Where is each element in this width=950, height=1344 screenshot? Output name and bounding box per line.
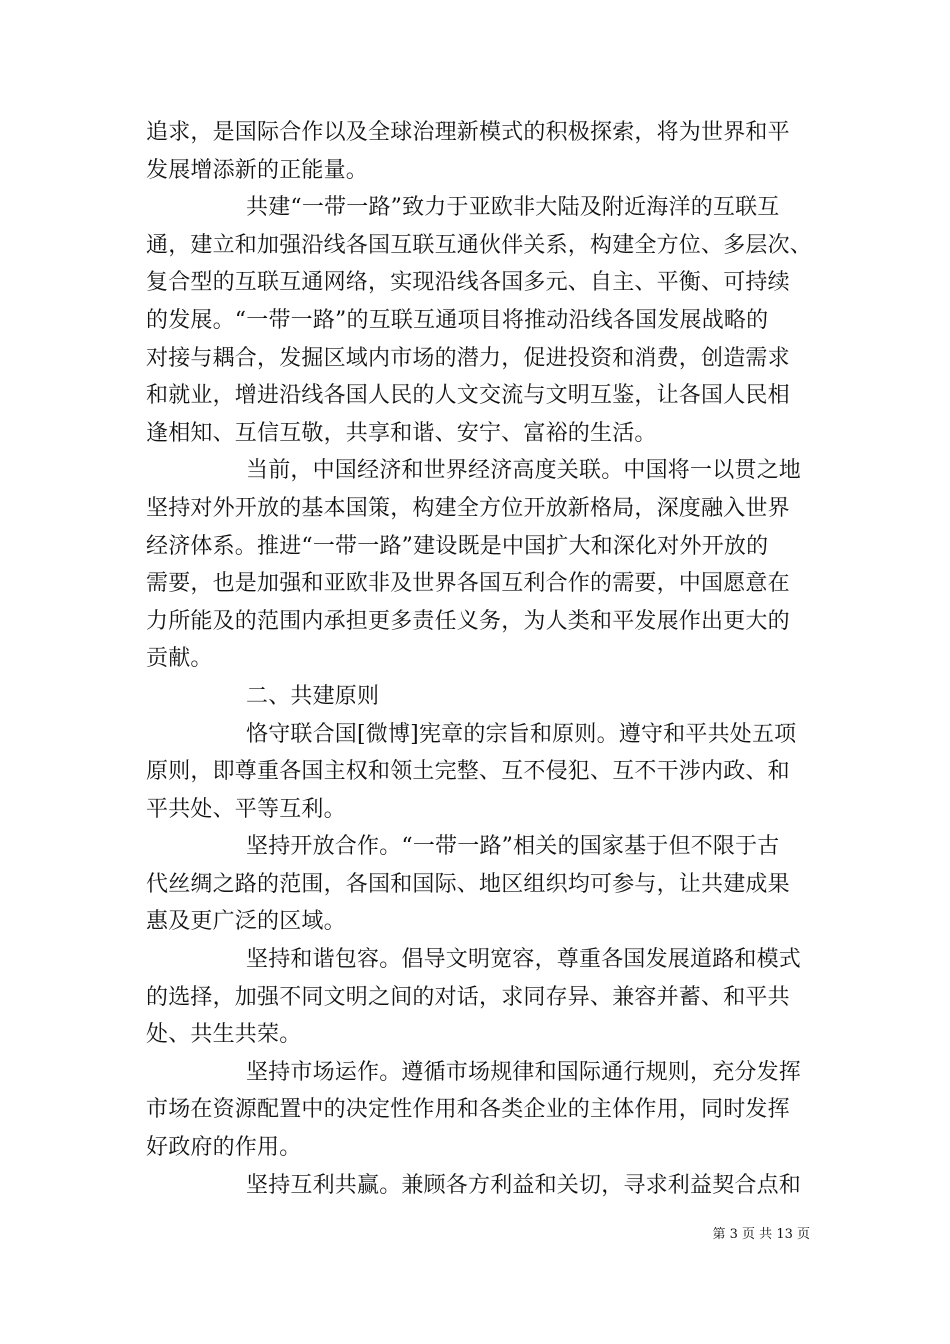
text-line: 市场在资源配置中的决定性作用和各类企业的主体作用，同时发挥 [146,1097,790,1123]
text-line: 发展增添新的正能量。 [146,157,369,183]
text-line: 代丝绸之路的范围，各国和国际、地区组织均可参与，让共建成果 [146,871,790,897]
paragraph-start-line: 坚持和谐包容。倡导文明宽容，尊重各国发展道路和模式 [246,947,802,973]
text-line: 对接与耦合，发掘区域内市场的潜力，促进投资和消费，创造需求 [146,345,790,371]
text-line: 的选择，加强不同文明之间的对话，求同存异、兼容并蓄、和平共 [146,984,790,1010]
text-line: 力所能及的范围内承担更多责任义务，为人类和平发展作出更大的 [146,608,790,634]
paragraph-start-line: 恪守联合国[微博]宪章的宗旨和原则。遵守和平共处五项 [246,721,797,747]
paragraph-start-line: 坚持互利共赢。兼顾各方利益和关切，寻求利益契合点和 [246,1172,802,1198]
paragraph-start-line: 坚持市场运作。遵循市场规律和国际通行规则，充分发挥 [246,1059,802,1085]
text-line: 需要，也是加强和亚欧非及世界各国互利合作的需要，中国愿意在 [146,571,790,597]
text-line: 惠及更广泛的区域。 [146,909,346,935]
text-line: 处、共生共荣。 [146,1022,302,1048]
text-line: 追求，是国际合作以及全球治理新模式的积极探索，将为世界和平 [146,120,790,145]
text-line: 坚持对外开放的基本国策，构建全方位开放新格局，深度融入世界 [146,495,790,521]
text-line: 的发展。“一带一路”的互联互通项目将推动沿线各国发展战略的 [146,307,769,333]
text-line: 贡献。 [146,646,213,672]
document-body [146,114,813,1204]
paragraph-start-line: 当前，中国经济和世界经济高度关联。中国将一以贯之地 [246,458,802,484]
text-line: 和就业，增进沿线各国人民的人文交流与文明互鉴，让各国人民相 [146,383,790,409]
text-line: 经济体系。推进“一带一路”建设既是中国扩大和深化对外开放的 [146,533,769,559]
text-line: 好政府的作用。 [146,1135,302,1161]
text-line: 复合型的互联互通网络，实现沿线各国多元、自主、平衡、可持续 [146,270,790,296]
text-line: 逢相知、互信互敬，共享和谐、安宁、富裕的生活。 [146,420,657,446]
paragraph-start-line: 坚持开放合作。“一带一路”相关的国家基于但不限于古 [246,834,780,860]
text-line: 平共处、平等互利。 [146,796,346,822]
section-heading: 二、共建原则 [246,683,380,709]
text-line: 原则，即尊重各国主权和领土完整、互不侵犯、互不干涉内政、和 [146,759,790,785]
page-number-footer: 第 3 页 共 13 页 [712,1227,810,1242]
paragraph-start-line: 共建“一带一路”致力于亚欧非大陆及附近海洋的互联互 [246,195,780,221]
text-line: 通，建立和加强沿线各国互联互通伙伴关系，构建全方位、多层次、 [146,232,813,258]
